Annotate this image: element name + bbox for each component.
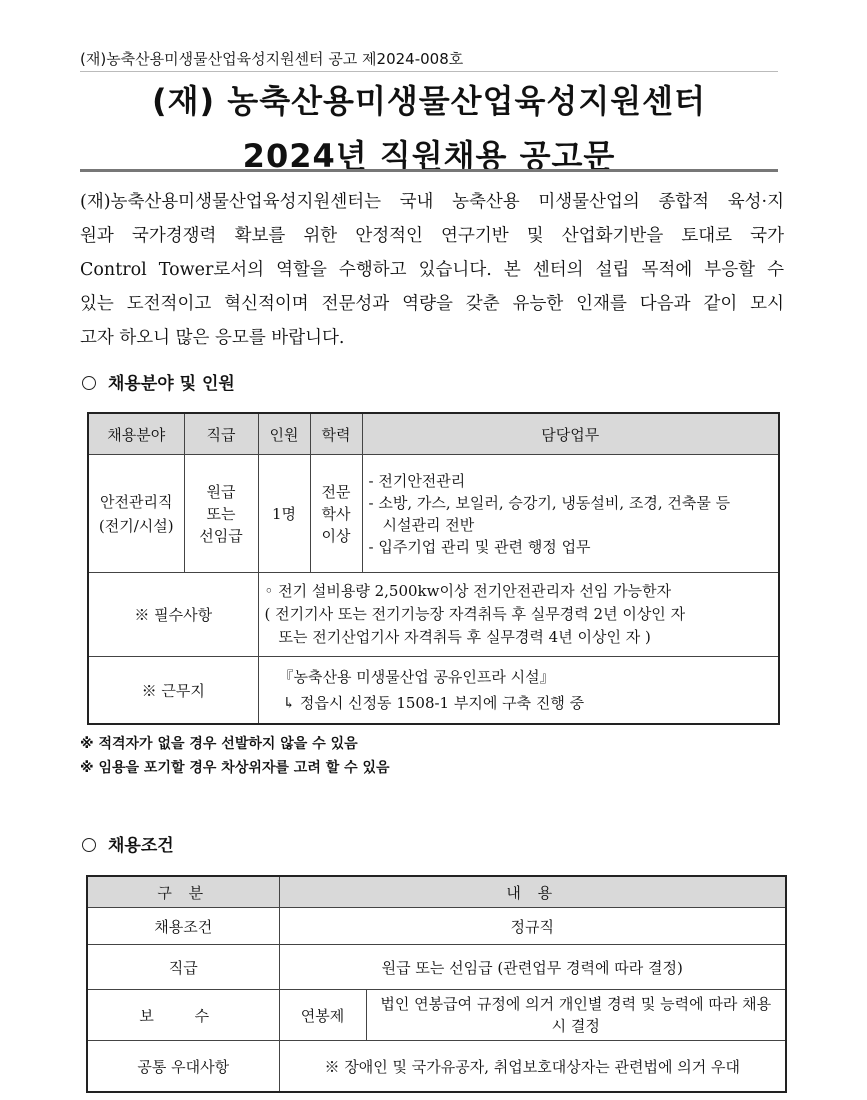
section-title: 채용분야 및 인원 xyxy=(108,374,235,394)
duty-line: - 입주기업 관리 및 관련 행정 업무 xyxy=(368,537,591,556)
title-underline xyxy=(80,169,778,172)
field-line: (전기/시설) xyxy=(98,516,174,535)
education-cell xyxy=(310,455,362,573)
table-row xyxy=(88,657,779,725)
row-label: 공통 우대사항 xyxy=(87,1041,279,1093)
duties-cell xyxy=(362,455,779,573)
grade-line: 또는 xyxy=(206,504,236,523)
header-cell: 채용분야 xyxy=(88,413,184,455)
field-line: 안전관리직 xyxy=(100,492,173,511)
header-cell: 인원 xyxy=(258,413,310,455)
required-label: ※ 필수사항 xyxy=(88,573,258,657)
header-cell: 직급 xyxy=(184,413,258,455)
table-row xyxy=(88,455,779,573)
intro-line: 고자 하오니 많은 응모를 바랍니다. xyxy=(80,328,345,348)
duty-line: - 전기안전관리 xyxy=(368,471,466,490)
section-title: 채용조건 xyxy=(108,836,174,856)
row-sub: 연봉제 xyxy=(279,990,366,1041)
grade-cell xyxy=(184,455,258,573)
positions-table xyxy=(87,412,780,725)
row-label: 보 수 xyxy=(87,990,279,1041)
location-label: ※ 근무지 xyxy=(88,657,258,725)
education-line: 전문 xyxy=(321,482,351,501)
count-cell: 1명 xyxy=(258,455,310,573)
conditions-table xyxy=(86,875,787,1093)
required-line: ( 전기기사 또는 전기기능장 자격취득 후 실무경력 2년 이상인 자 xyxy=(264,605,686,623)
notice-number: (재)농축산용미생물산업육성지원센터 공고 제2024-008호 xyxy=(80,50,464,68)
circle-bullet-icon xyxy=(82,376,96,390)
grade-line: 선임급 xyxy=(199,526,243,545)
table-header-row xyxy=(87,876,786,908)
intro-paragraph xyxy=(80,185,784,355)
required-line: 또는 전기산업기사 자격취득 후 실무경력 4년 이상인 자 ) xyxy=(278,628,651,646)
location-line: 『농축산용 미생물산업 공유인프라 시설』 xyxy=(278,668,555,686)
education-line: 이상 xyxy=(321,526,351,545)
table-row xyxy=(87,1041,786,1093)
page-title-line1: (재) 농축산용미생물산업육성지원센터 xyxy=(152,82,706,120)
row-label: 직급 xyxy=(87,945,279,990)
header-cell: 학력 xyxy=(310,413,362,455)
row-value: 법인 연봉급여 규정에 의거 개인별 경력 및 능력에 따라 채용 시 결정 xyxy=(366,990,786,1041)
intro-line: (재)농축산용미생물산업육성지원센터는 국내 농축산용 미생물산업의 종합적 육성·지 xyxy=(80,192,784,212)
header-cell: 구 분 xyxy=(87,876,279,908)
table-row xyxy=(87,990,786,1041)
row-value: 정규직 xyxy=(279,908,786,945)
section-heading-conditions xyxy=(82,831,174,856)
note-line: ※ 적격자가 없을 경우 선발하지 않을 수 있음 xyxy=(80,736,358,752)
row-label: 채용조건 xyxy=(87,908,279,945)
field-cell xyxy=(88,455,184,573)
required-line: ◦ 전기 설비용량 2,500kw이상 전기안전관리자 선임 가능한자 xyxy=(264,582,672,600)
row-value: ※ 장애인 및 국가유공자, 취업보호대상자는 관련법에 의거 우대 xyxy=(279,1041,786,1093)
header-cell: 담당업무 xyxy=(362,413,779,455)
grade-line: 원급 xyxy=(206,482,236,501)
table-row xyxy=(87,908,786,945)
table-row xyxy=(88,573,779,657)
intro-line: 원과 국가경쟁력 확보를 위한 안정적인 연구기반 및 산업화기반을 토대로 국가 xyxy=(80,226,784,246)
section-heading-positions xyxy=(82,369,235,394)
education-line: 학사 xyxy=(321,504,351,523)
location-cell xyxy=(258,657,779,725)
row-value: 원급 또는 선임급 (관련업무 경력에 따라 결정) xyxy=(279,945,786,990)
intro-line: Control Tower로서의 역할을 수행하고 있습니다. 본 센터의 설립 목적에 부응할 수 xyxy=(80,260,784,280)
header-divider xyxy=(80,71,778,72)
table-header-row xyxy=(88,413,779,455)
intro-line: 있는 도전적이고 혁신적이며 전문성과 역량을 갖춘 유능한 인재를 다음과 같이 모시 xyxy=(80,294,784,314)
header-cell: 내 용 xyxy=(279,876,786,908)
duty-line: 시설관리 전반 xyxy=(382,515,475,534)
page-title-line2: 2024년 직원채용 공고문 xyxy=(242,137,616,175)
required-cell xyxy=(258,573,779,657)
duty-line: - 소방, 가스, 보일러, 승강기, 냉동설비, 조경, 건축물 등 xyxy=(368,493,731,512)
note-line: ※ 임용을 포기할 경우 차상위자를 고려 할 수 있음 xyxy=(80,760,390,776)
circle-bullet-icon xyxy=(82,838,96,852)
table-row xyxy=(87,945,786,990)
location-line: ↳ 정읍시 신정동 1508-1 부지에 구축 진행 중 xyxy=(282,694,585,712)
